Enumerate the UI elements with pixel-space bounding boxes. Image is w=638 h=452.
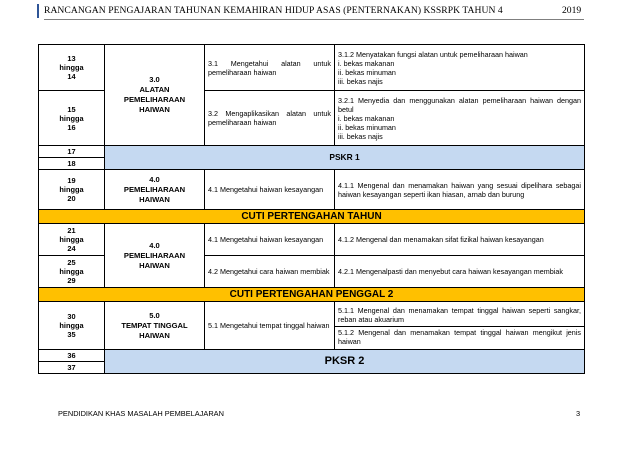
table-row	[39, 350, 585, 362]
learning-standard-5-1-1: 5.1.1 Mengenal dan menamakan tempat tinggal haiwan seperti sangkar, reban atau akuarium	[338, 306, 581, 324]
table-row	[39, 210, 585, 224]
assessment-banner: PKSR 2	[105, 350, 585, 374]
table-row	[39, 146, 585, 158]
content-standard-cell: 3.2 Mengaplikasikan alatan untuk pemeliharaan haiwan	[205, 91, 335, 146]
week-cell: 18	[39, 158, 105, 170]
learning-standard-cell: 4.1.2 Mengenal dan menamakan sifat fizikal haiwan kesayangan	[335, 224, 585, 256]
learning-standard-cell: 4.2.1 Mengenalpasti dan menyebut cara haiwan kesayangan membiak	[335, 256, 585, 288]
module-cell: 3.0 ALATAN PEMELIHARAAN HAIWAN	[105, 45, 205, 146]
week-cell: 21 hingga 24	[39, 224, 105, 256]
content-standard-cell: 3.1 Mengetahui alatan untuk pemeliharaan haiwan	[205, 45, 335, 91]
learning-standard-cell: 3.1.2 Menyatakan fungsi alatan untuk pemeliharaan haiwan i. bekas makanan ii. bekas minuman iii. bekas najis	[335, 45, 585, 91]
holiday-banner: CUTI PERTENGAHAN TAHUN	[39, 210, 585, 224]
content-standard-cell: 5.1 Mengetahui tempat tinggal haiwan	[205, 302, 335, 350]
header-rule	[44, 19, 584, 20]
table-row	[39, 170, 585, 210]
week-cell: 19 hingga 20	[39, 170, 105, 210]
module-cell: 4.0 PEMELIHARAAN HAIWAN	[105, 224, 205, 288]
content-standard-cell: 4.1 Mengetahui haiwan kesayangan	[205, 170, 335, 210]
table-row	[39, 288, 585, 302]
week-cell: 15 hingga 16	[39, 91, 105, 146]
page-number: 3	[576, 409, 581, 418]
table-row	[39, 224, 585, 256]
content-standard-cell: 4.1 Mengetahui haiwan kesayangan	[205, 224, 335, 256]
table-row	[39, 45, 585, 91]
learning-standard-cell: 4.1.1 Mengenal dan menamakan haiwan yang sesuai dipelihara sebagai haiwan kesayangan seperti ikan hiasan, arnab dan burung	[335, 170, 585, 210]
table-row	[39, 302, 585, 350]
week-cell: 36	[39, 350, 105, 362]
week-cell: 17	[39, 146, 105, 158]
learning-standard-cell: 3.2.1 Menyedia dan menggunakan alatan pemeliharaan haiwan dengan betul i. bekas makanan ii. bekas minuman iii. bekas najis	[335, 91, 585, 146]
holiday-banner: CUTI PERTENGAHAN PENGGAL 2	[39, 288, 585, 302]
page-footer: PENDIDIKAN KHAS MASALAH PEMBELAJARAN	[58, 409, 224, 418]
module-cell: 4.0 PEMELIHARAAN HAIWAN	[105, 170, 205, 210]
page-header-year: 2019	[562, 5, 582, 16]
week-cell: 37	[39, 362, 105, 374]
lesson-plan-table	[38, 44, 585, 374]
week-cell: 30 hingga 35	[39, 302, 105, 350]
header-accent-bar	[37, 4, 39, 18]
week-cell: 13 hingga 14	[39, 45, 105, 91]
learning-standard-5-1-2: 5.1.2 Mengenal dan menamakan tempat tinggal haiwan mengikut jenis haiwan	[335, 326, 584, 346]
page-header-title: RANCANGAN PENGAJARAN TAHUNAN KEMAHIRAN HIDUP ASAS (PENTERNAKAN) KSSRPK TAHUN 4	[44, 5, 503, 16]
assessment-banner: PSKR 1	[105, 146, 585, 170]
module-cell: 5.0 TEMPAT TINGGAL HAIWAN	[105, 302, 205, 350]
learning-standard-cell	[335, 302, 585, 350]
week-cell: 25 hingga 29	[39, 256, 105, 288]
content-standard-cell: 4.2 Mengetahui cara haiwan membiak	[205, 256, 335, 288]
